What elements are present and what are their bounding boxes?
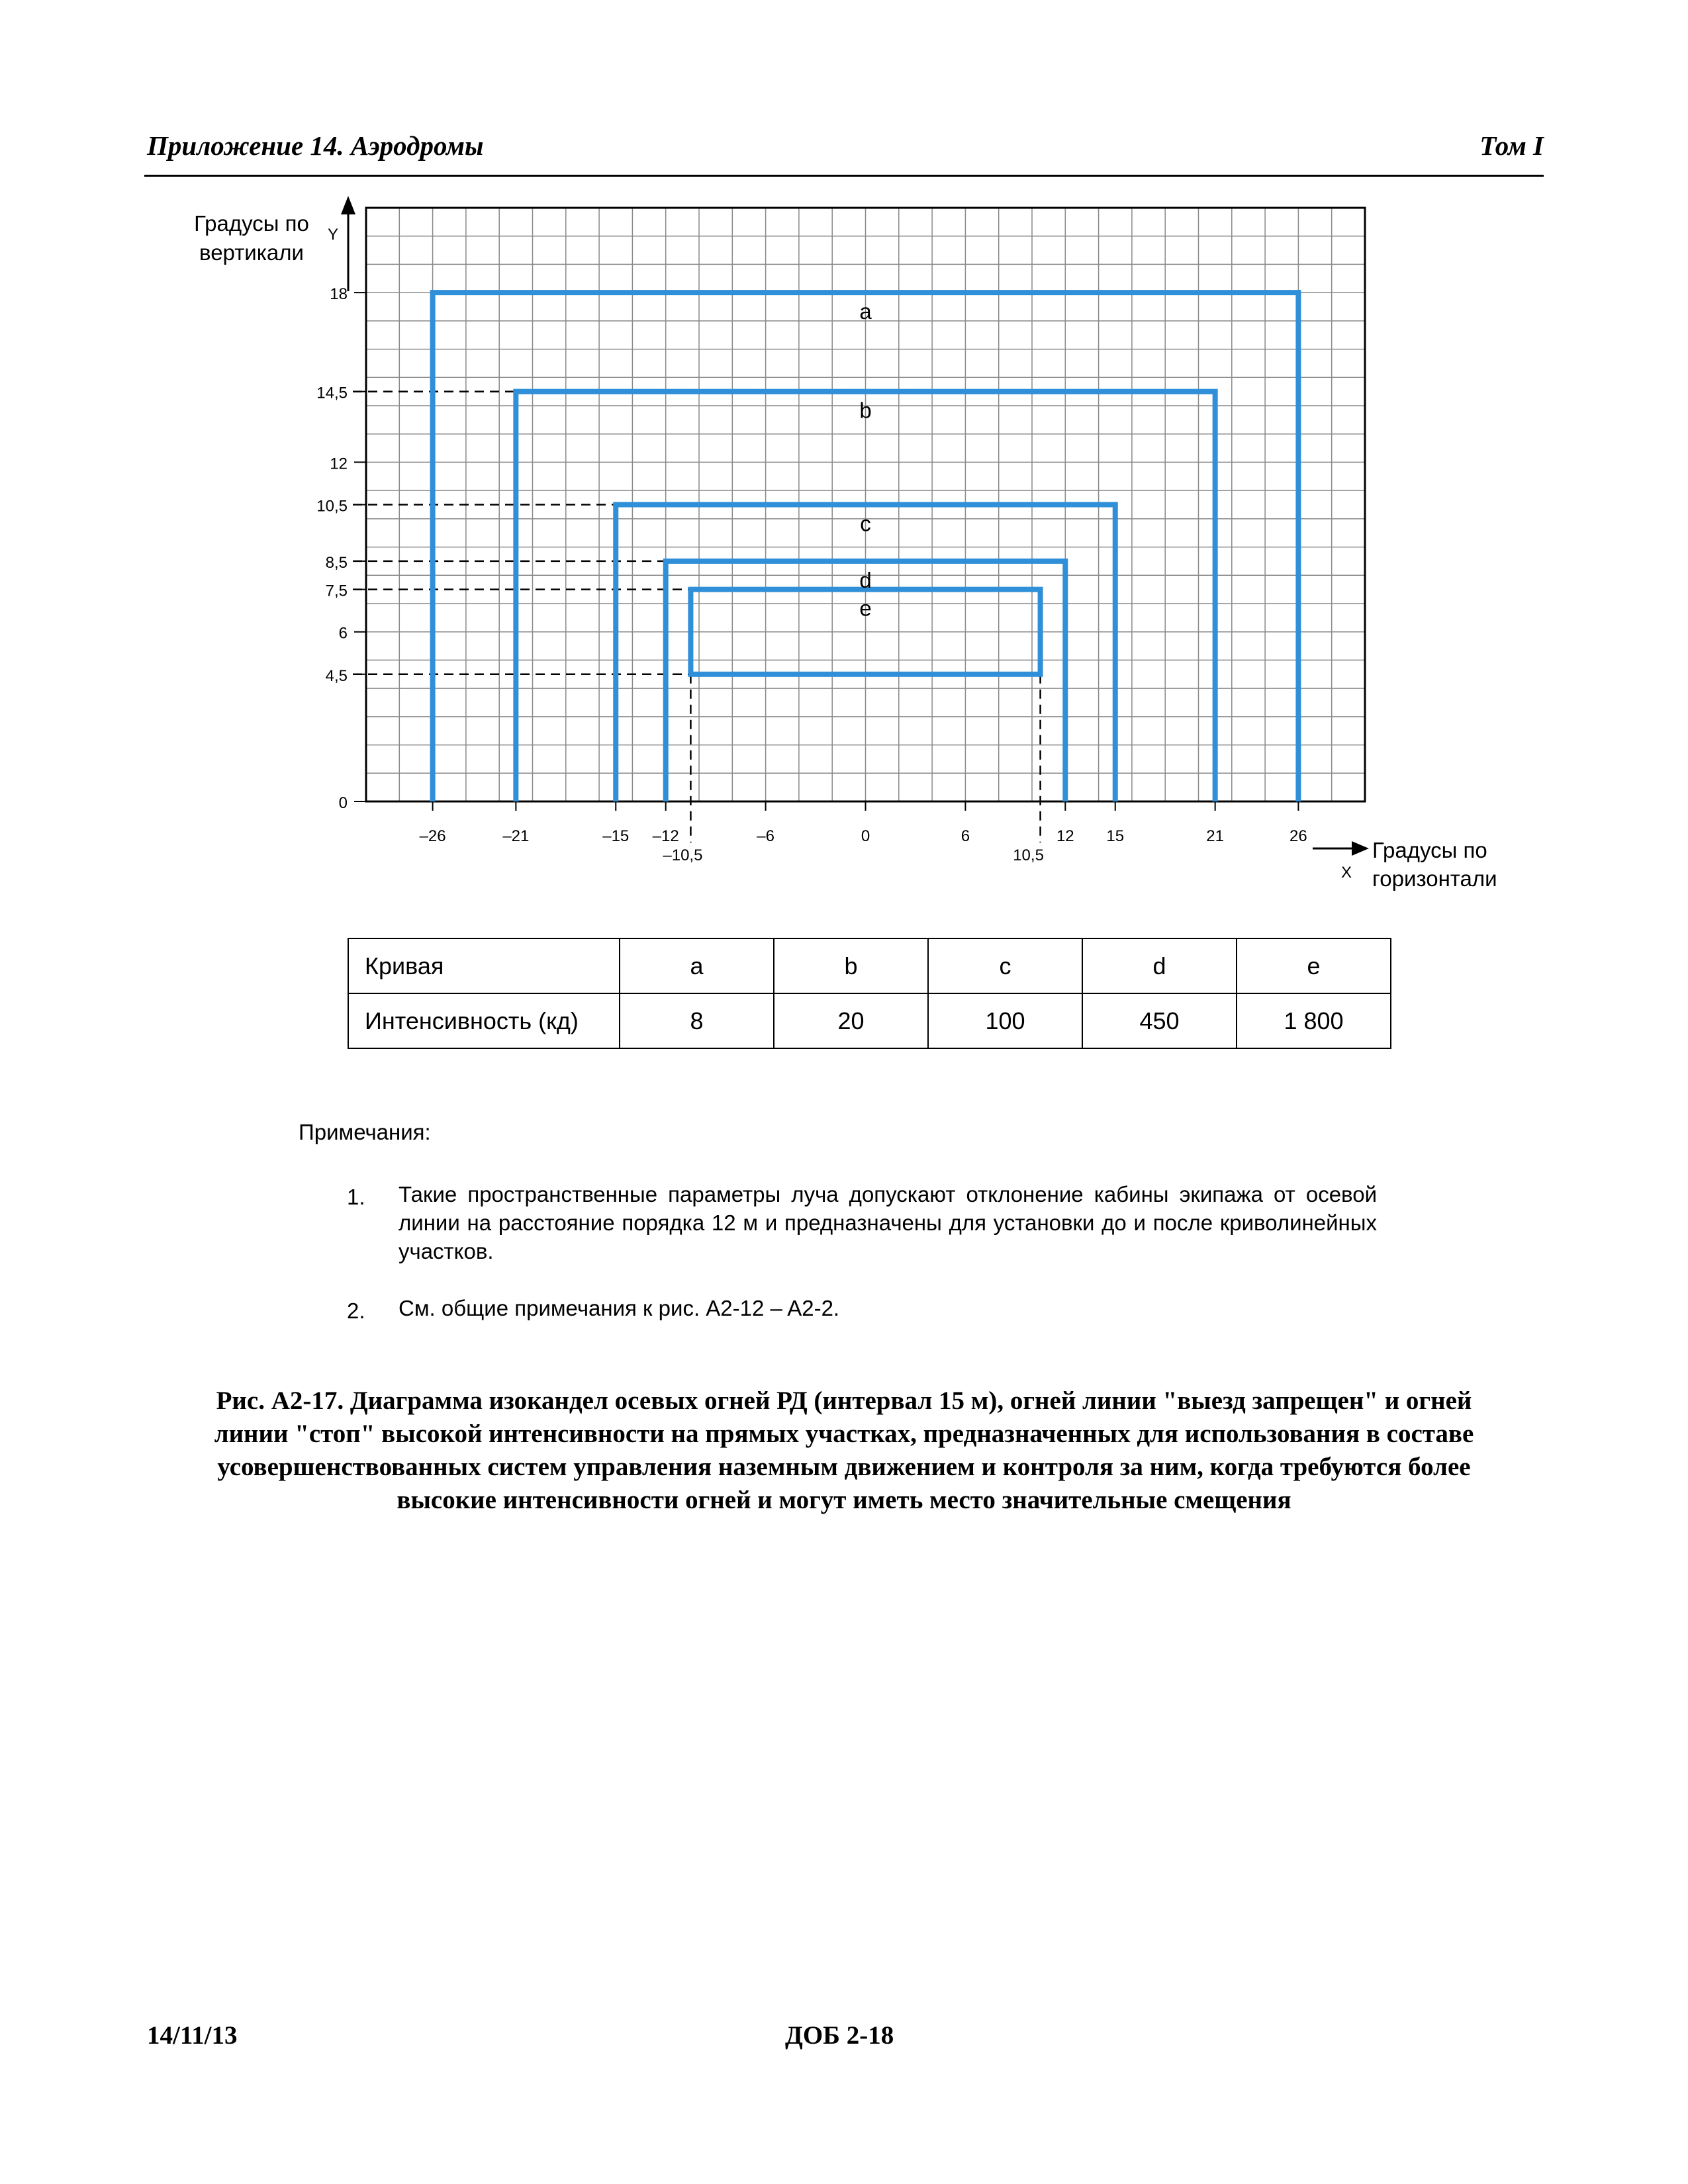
y-tick-label: 10,5 <box>316 497 348 516</box>
table-cell: 100 <box>928 993 1082 1048</box>
chart-labels <box>194 211 1497 891</box>
curve-label: b <box>859 398 872 423</box>
y-axis-title: Градусы по <box>194 211 309 236</box>
y-tick-label: 18 <box>330 285 348 304</box>
x-tick-label: –26 <box>419 827 446 845</box>
curve-label: e <box>859 596 872 621</box>
y-tick-label: 4,5 <box>325 666 348 685</box>
curve-label: d <box>859 567 872 592</box>
x-axis-arrowhead <box>1352 841 1369 856</box>
x-tick-label: –10,5 <box>663 846 703 864</box>
x-tick-label: 15 <box>1106 827 1125 845</box>
x-tick-label: 12 <box>1056 827 1074 845</box>
y-axis-arrowhead <box>341 196 355 214</box>
table-cell: Интенсивность (кд) <box>348 993 620 1048</box>
x-tick-label: 26 <box>1289 827 1307 845</box>
x-tick-label: –15 <box>602 827 630 845</box>
chart-guide-lines <box>353 392 1041 842</box>
y-tick-label: 8,5 <box>325 553 348 572</box>
y-tick-label: 12 <box>330 455 348 473</box>
table-header-row <box>348 938 1391 993</box>
note-number: 1. <box>347 1185 365 1209</box>
y-tick-label: 7,5 <box>325 582 348 600</box>
table-cell: b <box>774 938 928 993</box>
header-volume: Том I <box>1479 130 1544 161</box>
y-axis-title: вертикали <box>199 240 304 265</box>
isocandela-chart <box>0 0 1688 913</box>
table-cell: 450 <box>1082 993 1237 1048</box>
table-row <box>348 993 1391 1048</box>
intensity-table <box>348 938 1391 1049</box>
y-tick-label: 14,5 <box>316 384 348 402</box>
note-text: Такие пространственные параметры луча допускают отклонение кабины экипажа от осевой линии на расстояние порядка 12 м и предназначены для установки до и после криволинейных участков. <box>399 1182 1377 1263</box>
footer-page: ДОБ 2-18 <box>785 2021 894 2050</box>
y-axis-letter: Y <box>327 226 339 244</box>
table-cell: 8 <box>620 993 774 1048</box>
table-cell: Кривая <box>348 938 620 993</box>
curve-label: c <box>860 511 871 536</box>
x-tick-label: –6 <box>757 827 774 845</box>
table-cell: d <box>1082 938 1237 993</box>
header-title: Приложение 14. Аэродромы <box>147 130 484 161</box>
table-cell: c <box>928 938 1082 993</box>
x-tick-label: –12 <box>652 827 679 845</box>
x-tick-label: 0 <box>861 827 870 845</box>
footer-date: 14/11/13 <box>147 2021 238 2050</box>
table-cell: a <box>620 938 774 993</box>
curve-label: a <box>859 299 872 324</box>
figure-caption: Рис. A2-17. Диаграмма изокандел осевых огней РД (интервал 15 м), огней линии "выезд запрещен" и огней линии "стоп" высокой интенсивности на прямых участках, предназначенных для использования в составе усовершенствованных систем управления наземным движением и контроля за ним, когда требуются более высокие интенсивности огней и могут иметь место значительные смещения <box>214 1387 1474 1514</box>
x-axis-title: Градусы по <box>1372 838 1487 862</box>
x-tick-label: 10,5 <box>1013 846 1044 864</box>
note-number: 2. <box>347 1298 365 1323</box>
y-tick-label: 0 <box>338 794 348 812</box>
table-cell: 20 <box>774 993 928 1048</box>
note-text: См. общие примечания к рис. A2-12 – A2-2. <box>399 1296 840 1320</box>
x-axis-letter: X <box>1340 864 1352 882</box>
table-cell: e <box>1237 938 1391 993</box>
x-tick-label: 6 <box>961 827 970 845</box>
table-cell: 1 800 <box>1237 993 1391 1048</box>
notes-title: Примечания: <box>299 1120 431 1144</box>
x-tick-label: 21 <box>1206 827 1225 845</box>
x-tick-label: –21 <box>502 827 530 845</box>
y-tick-label: 6 <box>338 624 348 643</box>
x-axis-title: горизонтали <box>1372 866 1497 891</box>
